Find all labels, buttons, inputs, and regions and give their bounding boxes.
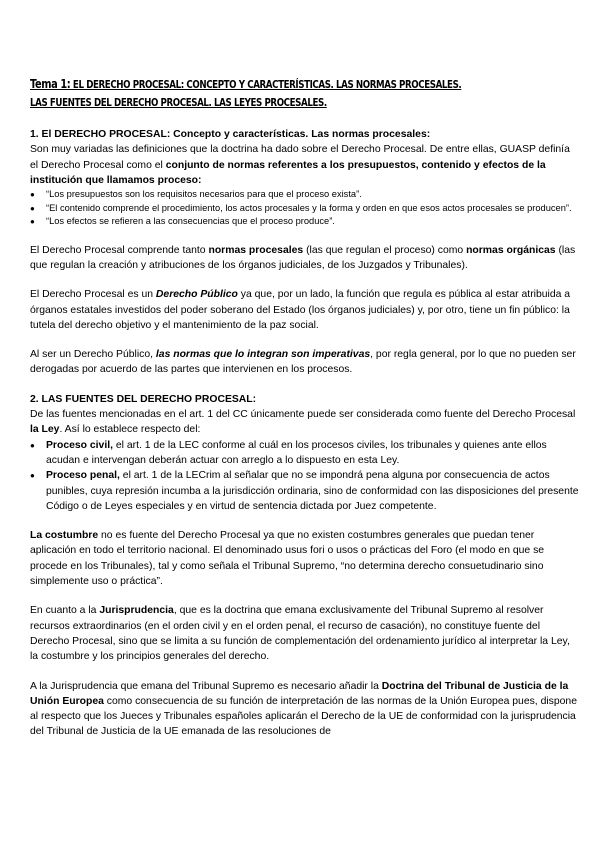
list-item: ● Proceso civil, el art. 1 de la LEC conforme al cuál en los procesos civiles, los tribunales y quienes ante ellos acudan e intervengan deberán actuar con arreglo a lo dispuesto en esta Ley. (30, 438, 580, 469)
definition-list (30, 188, 580, 229)
section-2-heading: 2. LAS FUENTES DEL DERECHO PROCESAL: (30, 393, 257, 405)
section-1-heading: 1. El DERECHO PROCESAL: Concepto y características. Las normas procesales: (30, 129, 431, 140)
title-text: EL DERECHO PROCESAL: CONCEPTO Y CARACTERÍSTICAS. LAS NORMAS PROCESALES. LAS FUENTES DEL DERECHO PROCESAL. LAS LEYES PROCESALES. (30, 79, 462, 109)
paragraph-derecho-publico: El Derecho Procesal es un Derecho Público ya que, por un lado, la función que regula es pública al estar atribuida a órganos estatales investidos del poder soberano del Estado (los órganos judiciales) y, por otro, tiene un fin público: la tutela del derecho objetivo y el mantenimiento de la paz social. (30, 289, 571, 331)
title-lead: Tema 1: (30, 77, 71, 91)
intro-definition: conjunto de normas referentes a los presupuestos, contenido y efectos de la institución que llamamos proceso: (30, 159, 546, 186)
sources-list (30, 438, 580, 514)
section-2-intro: De las fuentes mencionadas en el art. 1 del CC únicamente puede ser considerada como fuente del Derecho Procesal la Ley. Así lo establece respecto del: (30, 409, 576, 436)
paragraph-jurisprudencia: En cuanto a la Jurisprudencia, que es la doctrina que emana exclusivamente del Tribunal Supremo al resolver recursos extraordinarios (en el orden civil y en el orden penal, el recurso de casación), no constituye fuente del Derecho Procesal, sino que se limita a su función de complementación del ordenamiento jurídico al interpretar la Ley, la costumbre y los principios generales del derecho. (30, 605, 570, 663)
paragraph-normas: El Derecho Procesal comprende tanto normas procesales (las que regulan el proceso) como normas orgánicas (las que regulan la creación y atribuciones de los órganos judiciales, de los Juzgados y Tribunales). (30, 244, 576, 271)
paragraph-tjue: A la Jurisprudencia que emana del Tribunal Supremo es necesario añadir la Doctrina del Tribunal de Justicia de la Unión Europea como consecuencia de su función de interpretación de las normas de la Unión Europea pues, dispone al respecto que los Jueces y Tribunales españoles aplicarán el Derecho de la UE de conformidad con la jurisprudencia del Tribunal de Justicia de la UE emanada de las resoluciones de (30, 680, 577, 738)
document-body (30, 127, 580, 740)
list-item: ● “Los presupuestos son los requisitos necesarios para que el proceso exista”. (30, 188, 580, 202)
list-item: ● Proceso penal, el art. 1 de la LECrim al señalar que no se impondrá pena alguna por consecuencia de actos punibles, cuya represión incumba a la jurisdicción ordinaria, sino de conformidad con las disposiciones del presente Código o de Leyes especiales y en virtud de sentencia dictada por Juez competente. (30, 468, 580, 514)
document-title (30, 75, 477, 112)
list-item: ● “Los efectos se refieren a las consecuencias que el proceso produce”. (30, 215, 580, 229)
intro-text: Son muy variadas las definiciones que la doctrina ha dado sobre el Derecho Procesal. De entre ellas, GUASP definía el Derecho Procesal como el (30, 144, 570, 171)
section-1-intro (30, 142, 580, 188)
paragraph-costumbre: La costumbre no es fuente del Derecho Procesal ya que no existen costumbres generales que puedan tener aplicación en todo el territorio nacional. El denominado usus fori o usos o prácticas del Foro (el modo en que se procede en los Tribunales), tal y como señala el Tribunal Supremo, “no determina derecho consuetudinario sino simplemente uso o práctica”. (30, 530, 545, 588)
paragraph-imperativas: Al ser un Derecho Público, las normas que lo integran son imperativas, por regla general, por lo que no pueden ser derogadas por acuerdo de las partes que intervienen en los procesos. (30, 349, 576, 376)
list-item: ● “El contenido comprende el procedimiento, los actos procesales y la forma y orden en que esos actos procesales se producen”. (30, 202, 580, 216)
